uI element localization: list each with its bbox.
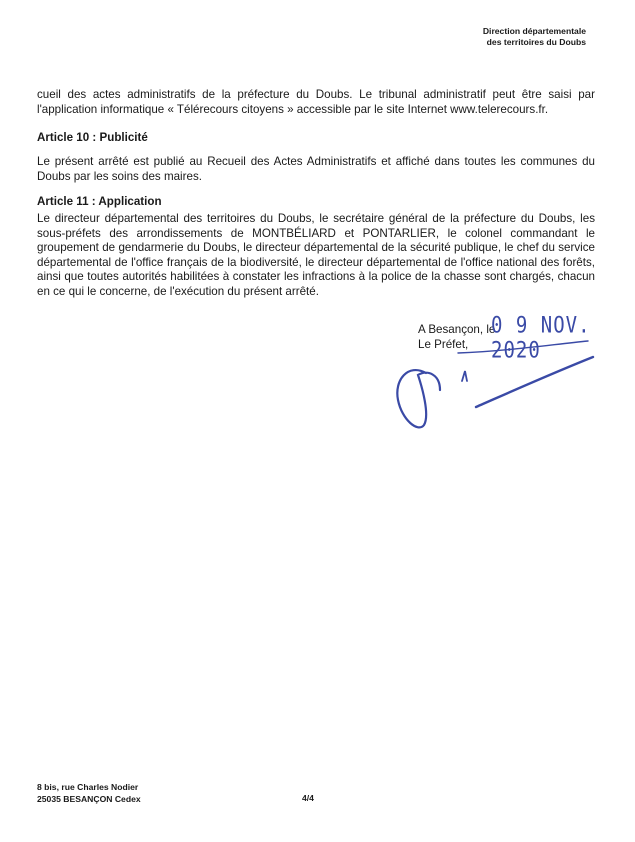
article-10-title: Article 10 : Publicité <box>37 131 148 144</box>
signature-title: Le Préfet, <box>418 337 469 351</box>
footer-address-line-1: 8 bis, rue Charles Nodier <box>37 782 139 792</box>
page-number: 4/4 <box>302 793 314 803</box>
handwritten-signature <box>388 335 598 445</box>
footer-address <box>37 781 141 805</box>
header-line-1: Direction départementale <box>482 26 586 36</box>
signature-stroke-sweep <box>476 357 593 407</box>
article-11-title: Article 11 : Application <box>37 195 162 208</box>
header-line-2: des territoires du Doubs <box>486 37 586 47</box>
footer-address-line-2: 25035 BESANÇON Cedex <box>37 794 141 804</box>
article-11-text: Le directeur départemental des territoires du Doubs, le secrétaire général de la préfecture du Doubs, les sous-préfets des arrondissements de MONTBÉLIARD et PONTARLIER, le colonel commandant le groupement de gendarmerie du Doubs, le directeur départemental de la sécurité publique, le chef du service départemental de l'office français de la biodiversité, le directeur départemental de l'office national des forêts, ainsi que toutes autorités habilitées à constater les infractions à la police de la chasse sont chargés, chacun en ce qui le concerne, de l'exécution du présent arrêté. <box>37 212 595 298</box>
date-stamp: 0 9 NOV. 2020 <box>491 312 591 364</box>
signature-stroke-tick <box>462 371 467 381</box>
signature-place-text: A Besançon, le <box>418 323 496 336</box>
article-10-text: Le présent arrêté est publié au Recueil des Actes Administratifs et affiché dans toutes les communes du Doubs par les soins des maires. <box>37 155 595 183</box>
page-header <box>483 26 586 48</box>
signature-stroke-loop <box>397 370 440 427</box>
signature-stroke-underline <box>458 341 588 353</box>
paragraph-intro: cueil des actes administratifs de la préfecture du Doubs. Le tribunal administratif peut être saisi par l'application informatique « Télérecours citoyens » accessible par le site Internet www.telerecours.fr. <box>37 88 595 116</box>
